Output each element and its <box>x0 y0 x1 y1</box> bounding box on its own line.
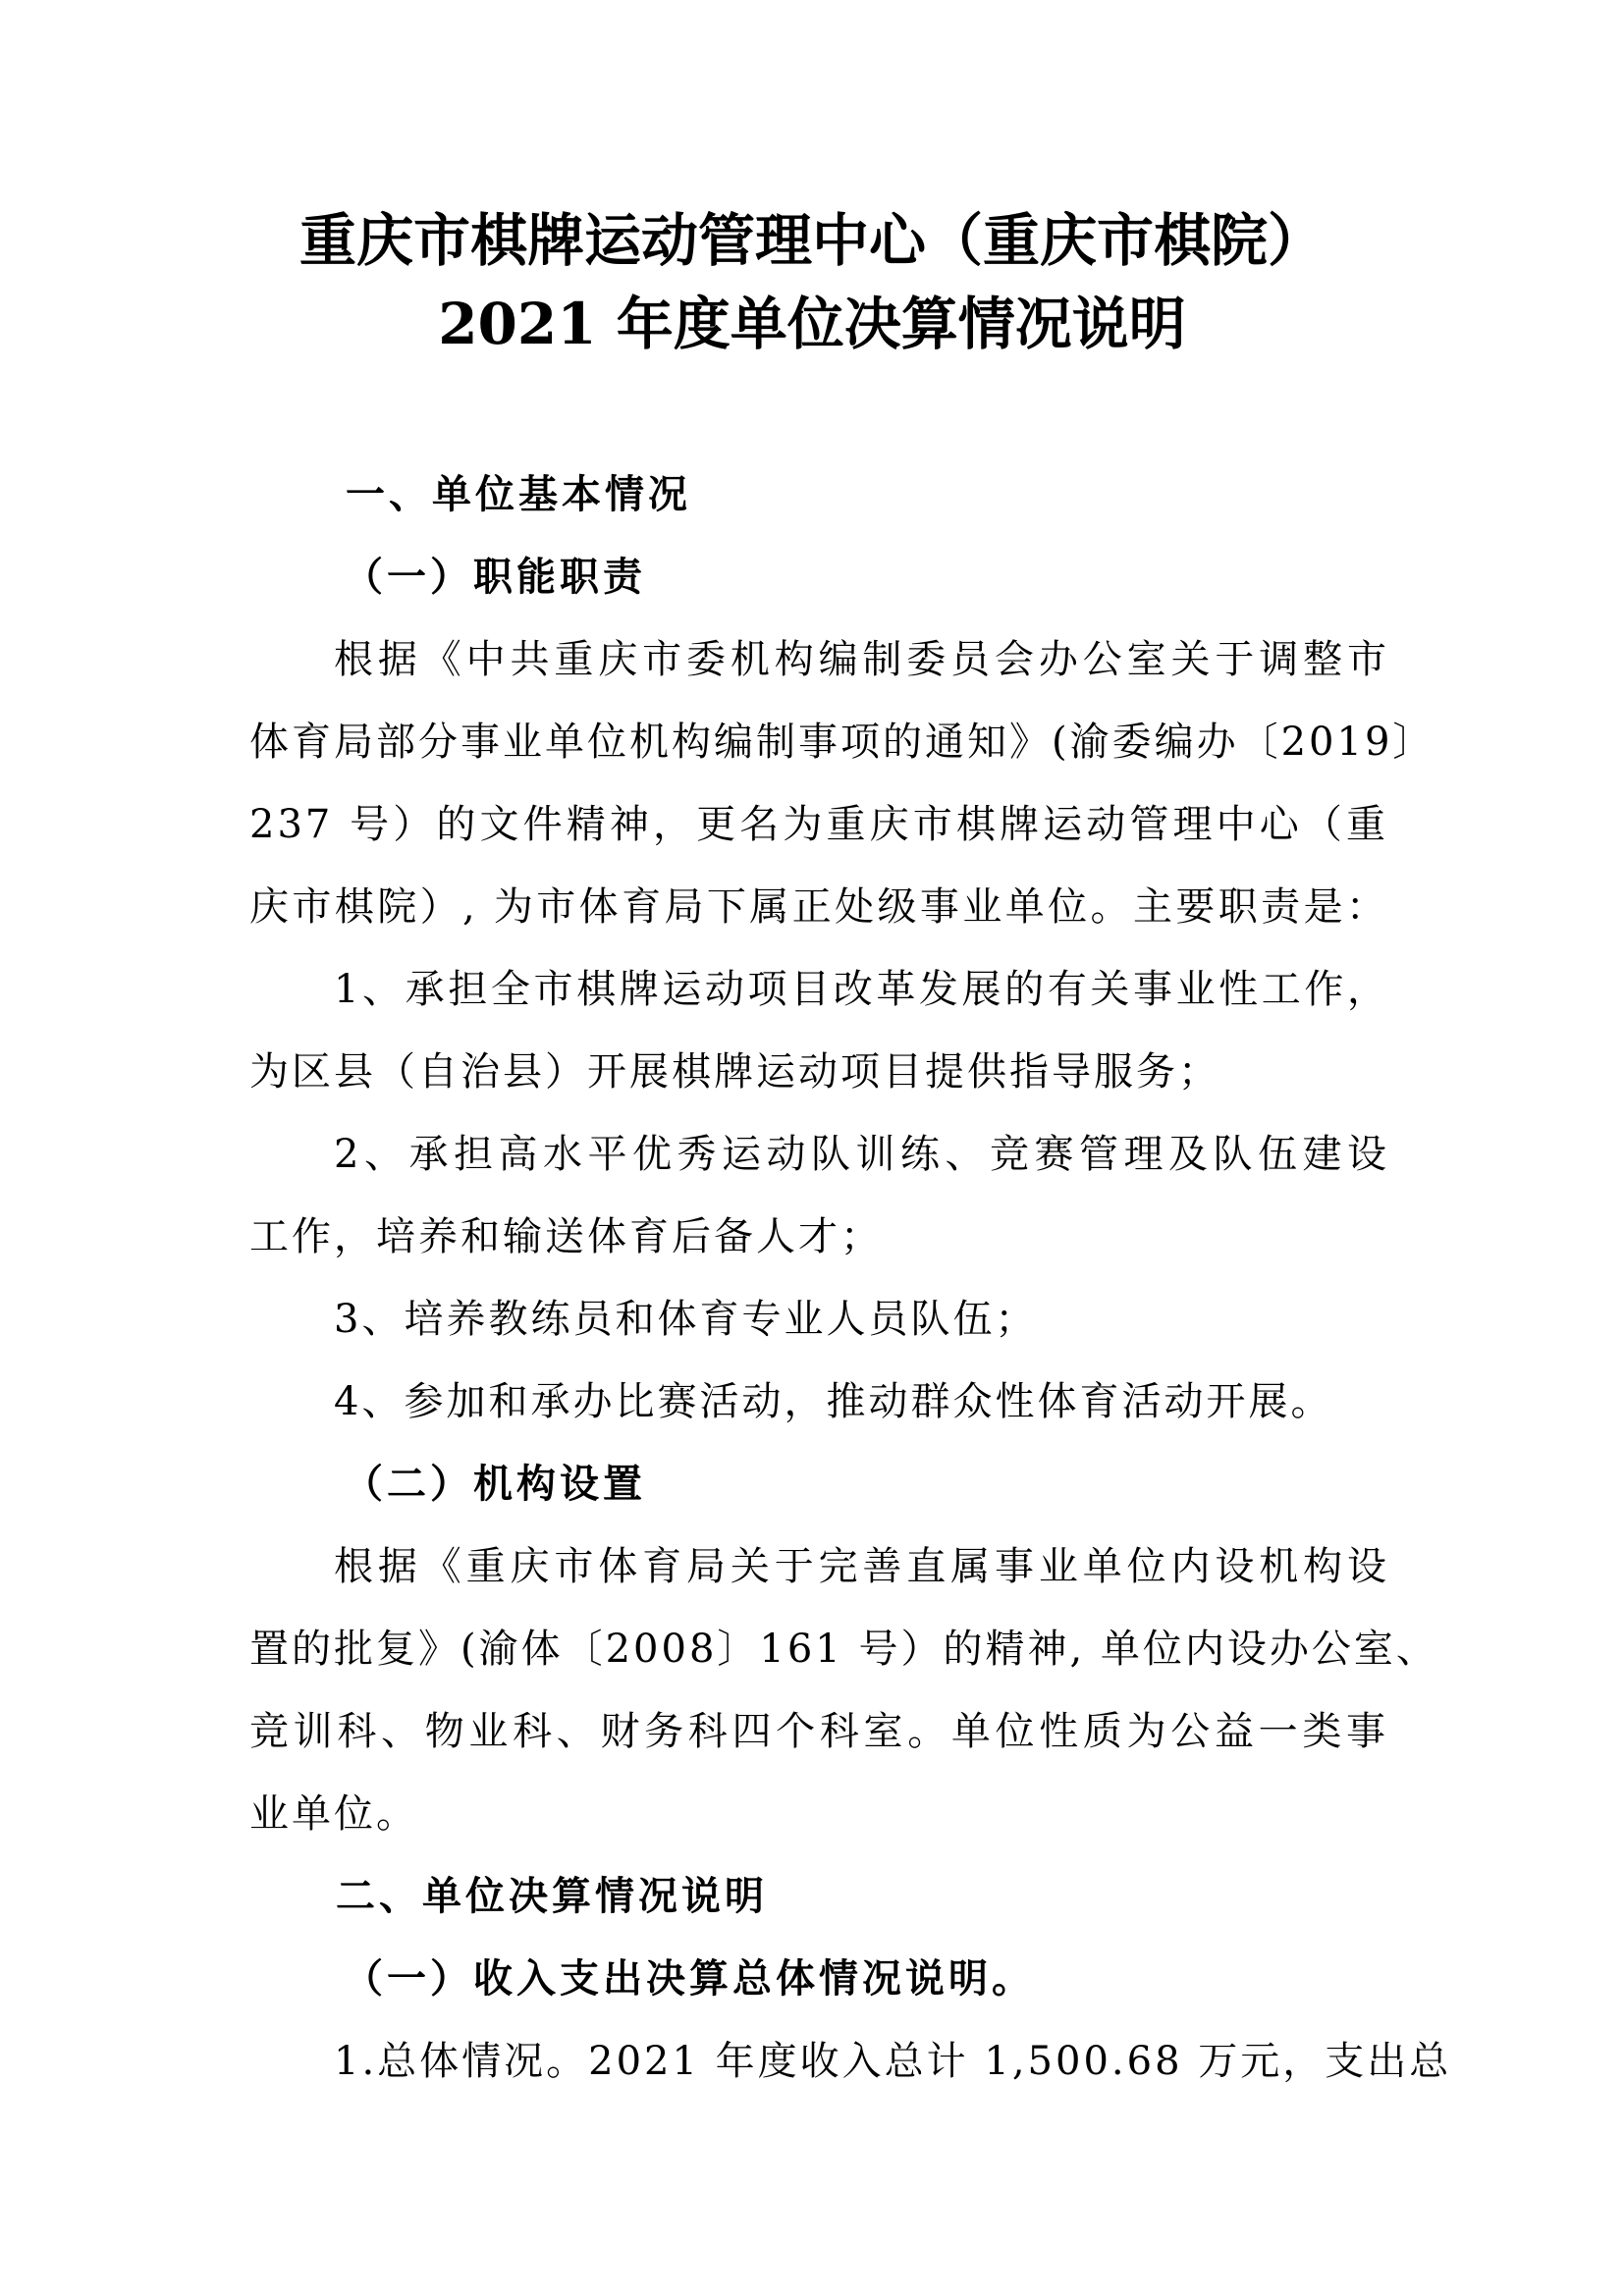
duty-item-2-line-1: 2、承担高水平优秀运动队训练、竞赛管理及队伍建设 <box>334 1132 1389 1177</box>
paragraph-line: 竞训科、物业科、财务科四个科室。单位性质为公益一类事 <box>249 1709 1388 1754</box>
duty-item-4: 4、参加和承办比赛活动，推动群众性体育活动开展。 <box>334 1379 1333 1424</box>
paragraph-line: 体育局部分事业单位机构编制事项的通知》(渝委编办〔2019〕 <box>249 720 1435 765</box>
duty-item-1-line-1: 1、承担全市棋牌运动项目改革发展的有关事业性工作， <box>334 967 1389 1012</box>
section-heading-basic-info: 一、单位基本情况 <box>346 472 691 517</box>
subsection-heading-income-expenditure: （一）收入支出决算总体情况说明。 <box>344 1956 1035 2002</box>
subsection-heading-organization: （二）机构设置 <box>344 1462 646 1507</box>
document-title-line-2: 2021 年度单位决算情况说明 <box>438 291 1186 357</box>
paragraph-line: 237 号）的文件精神，更名为重庆市棋牌运动管理中心（重 <box>249 802 1388 847</box>
duty-item-3: 3、培养教练员和体育专业人员队伍； <box>334 1297 1038 1342</box>
paragraph-line: 庆市棋院）, 为市体育局下属正处级事业单位。主要职责是： <box>249 884 1388 930</box>
paragraph-line: 1.总体情况。2021 年度收入总计 1,500.68 万元，支出总 <box>334 2039 1452 2084</box>
subsection-heading-functions: （一）职能职责 <box>344 555 646 600</box>
document-title-line-1: 重庆市棋牌运动管理中心（重庆市棋院） <box>298 207 1325 274</box>
paragraph-line: 根据《中共重庆市委机构编制委员会办公室关于调整市 <box>334 637 1389 682</box>
section-heading-final-accounts: 二、单位决算情况说明 <box>336 1874 768 1919</box>
paragraph-line: 根据《重庆市体育局关于完善直属事业单位内设机构设 <box>334 1544 1389 1589</box>
duty-item-1-line-2: 为区县（自治县）开展棋牌运动项目提供指导服务； <box>249 1049 1220 1095</box>
duty-item-2-line-2: 工作，培养和输送体育后备人才； <box>249 1214 883 1259</box>
paragraph-line: 置的批复》(渝体〔2008〕161 号）的精神, 单位内设办公室、 <box>249 1627 1438 1672</box>
paragraph-line: 业单位。 <box>249 1791 418 1837</box>
